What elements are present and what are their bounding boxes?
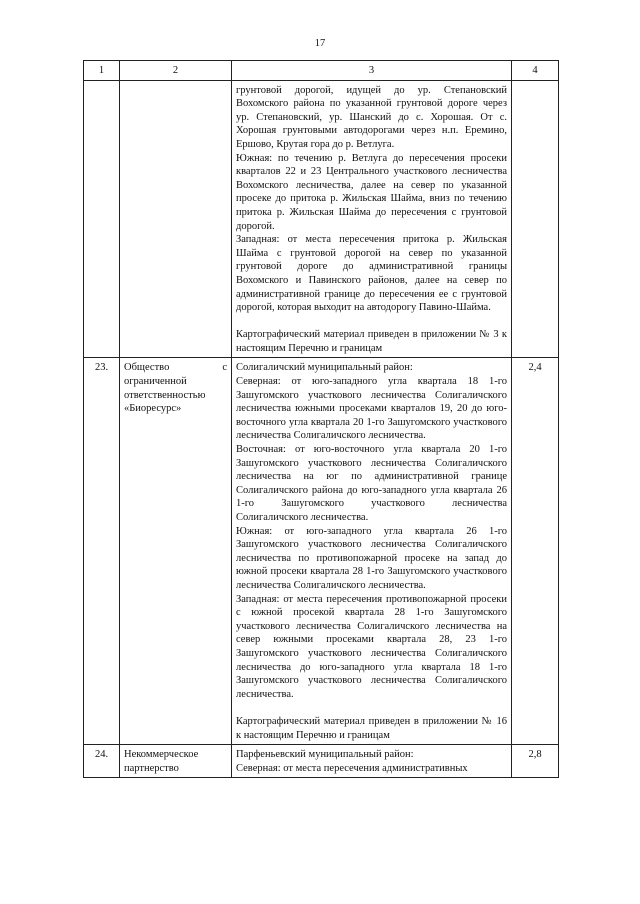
description-paragraph: Северная: от места пересечения административных [236, 762, 468, 774]
description-paragraph: Картографический материал приведен в приложении № 16 к настоящим Перечню и границам [236, 715, 507, 741]
description-paragraph: грунтовой дорогой, идущей до ур. Степановский Вохомского района по указанной грунтовой дороге через ур. Степановский, ур. Шанский до с. Хорошая. От с. Хорошая грунтовыми автодорогами через н.п. Еремино, Ершово, Крутая гора до р. Ветлуга. [236, 84, 507, 150]
description-paragraph: Восточная: от юго-восточного угла квартала 20 1-го Зашугомского участкового лесничества Солигаличского лесничества на юг по административной границе Солигаличского района до юго-западного угла квартала 26 1-го Зашугомского участкового лесничества Солигаличского лесничества. [236, 444, 507, 523]
header-cell: 1 [84, 61, 120, 81]
header-cell: 2 [120, 61, 232, 81]
boundary-description [232, 745, 512, 778]
row-number: 24. [84, 745, 120, 778]
description-paragraph: Парфеньевский муниципальный район: [236, 749, 414, 761]
boundary-description [232, 80, 512, 358]
row-number [84, 80, 120, 358]
table-row [84, 80, 559, 358]
description-paragraph: Солигаличский муниципальный район: [236, 362, 413, 374]
header-cell: 4 [512, 61, 559, 81]
row-number: 23. [84, 358, 120, 745]
hunting-areas: 2,8 [512, 745, 559, 778]
boundaries-table [83, 60, 559, 778]
organization-name: Некоммерческое партнерство [120, 745, 232, 778]
table-header-row [84, 61, 559, 81]
hunting-areas: 2,4 [512, 358, 559, 745]
description-paragraph: Картографический материал приведен в приложении № 3 к настоящим Перечню и границам [236, 329, 507, 354]
description-paragraph: Северная: от юго-западного угла квартала 18 1-го Зашугомского участкового лесничества Солигаличского лесничества южными просеками кварталов 19, 20 до юго-восточного угла квартала 20 1-го Зашугомского участкового лесничества Солигаличского лесничества. [236, 376, 507, 442]
description-paragraph: Южная: от юго-западного угла квартала 26 1-го Зашугомского участкового лесничества Солигаличского лесничества по противопожарной просеке на запад до южной просеки квартала 28 1-го Зашугомского участкового лесничества Солигаличского лесничества. [236, 525, 507, 591]
table-row [84, 745, 559, 778]
organization-name: Общество с ограниченной ответственностью «Биоресурс» [120, 358, 232, 745]
description-paragraph: Западная: от места пересечения противопожарной просеки с южной просекой квартала 28 1-го Зашугомского участкового лесничества Солигаличского лесничества на север южными просеками квартала 28, 23 1-го Зашугомского участкового лесничества Солигаличского лесничества до юго-западного угла квартала 18 1-го Зашугомского участкового лесничества Солигаличского лесничества. [236, 593, 507, 700]
table-row [84, 358, 559, 745]
description-paragraph: Южная: по течению р. Ветлуга до пересечения просеки кварталов 22 и 23 Центрального участкового лесничества Вохомского лесничества, далее на север по указанной просеке до притока р. Жильская Шайма, вниз по течению притока р. Жильская Шайма до пересечения с грунтовой дорогой. [236, 152, 507, 232]
description-paragraph: Западная: от места пересечения притока р. Жильская Шайма с грунтовой дорогой на север по указанной грунтовой дороге до административной границы Вохомского и Павинского районов, далее на север по административной границе до пересечения ее с грунтовой дорогой, которая выходит на автодорогу Павино-Шайма. [236, 234, 507, 314]
boundary-description [232, 358, 512, 745]
hunting-areas [512, 80, 559, 358]
paragraph-gap [236, 701, 507, 715]
page-number: 17 [314, 38, 326, 49]
organization-name [120, 80, 232, 358]
header-cell: 3 [232, 61, 512, 81]
paragraph-gap [236, 315, 507, 329]
